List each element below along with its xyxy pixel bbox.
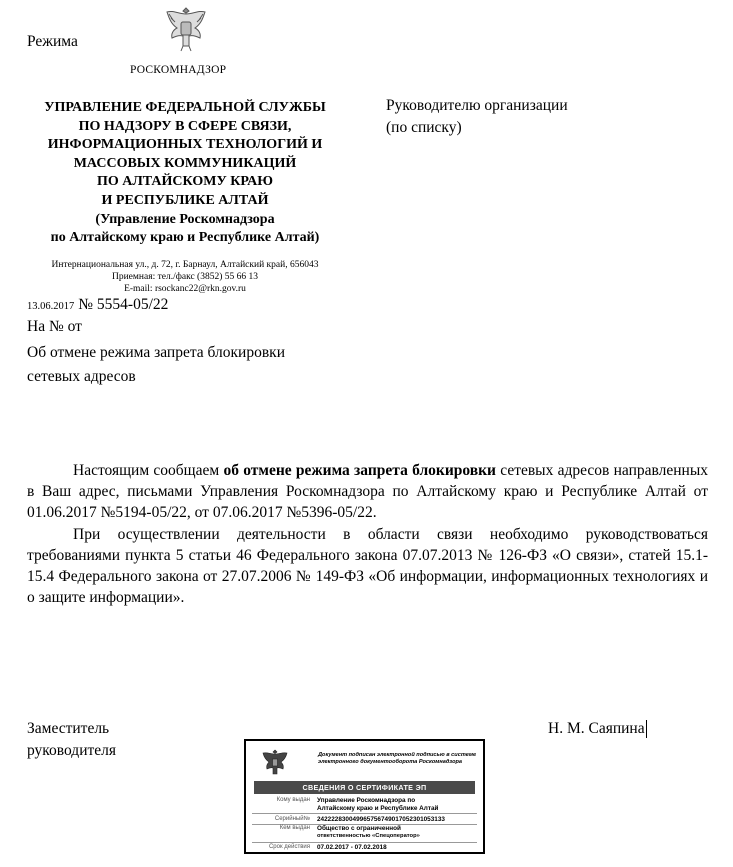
org-line: по Алтайскому краю и Республике Алтай) xyxy=(50,230,320,246)
reply-reference: На № от xyxy=(27,318,82,335)
body-lead: Настоящим сообщаем xyxy=(73,462,224,479)
phone-line: Приемная: тел./факс (3852) 55 66 13 xyxy=(111,272,259,282)
organization-name xyxy=(22,99,348,248)
recipient xyxy=(386,95,568,139)
stamp-divider xyxy=(252,813,477,814)
body-rest: сетевых адресов направленных в Ваш адрес, письмами Управления Роскомнадзора по Алтайскому краю и Республике Алтай от 01.06.2017 №5194-05/22, от 07.06.2017 №5396-05/22. xyxy=(27,462,708,522)
signatory-title-line: Заместитель xyxy=(27,720,110,737)
stamp-note-line: Документ подписан электронной подписью в системе xyxy=(318,752,477,758)
registration-line xyxy=(27,296,168,314)
org-line: ИНФОРМАЦИОННЫХ ТЕХНОЛОГИЙ И xyxy=(47,137,323,153)
signatory-title-line: руководителя xyxy=(27,742,117,759)
letter-body xyxy=(27,460,708,608)
stamp-header: СВЕДЕНИЯ О СЕРТИФИКАТЕ ЭП xyxy=(254,781,475,794)
issued-to-line: Алтайскому краю и Республике Алтай xyxy=(317,804,439,812)
org-line: (Управление Роскомнадзора xyxy=(95,211,275,227)
stamp-note xyxy=(318,752,482,766)
registration-date: 13.06.2017 xyxy=(27,301,75,312)
email-line: E-mail: rsockanc22@rkn.gov.ru xyxy=(124,284,246,294)
signatory-name: Н. М. Саяпина xyxy=(548,720,645,737)
coat-of-arms-icon xyxy=(161,2,211,54)
body-emphasis: об отмене режима запрета блокировки xyxy=(223,462,496,479)
mode-word: Режима xyxy=(27,33,78,50)
org-line: ПО АЛТАЙСКОМУ КРАЮ xyxy=(96,174,274,190)
validity-value: 07.02.2017 - 07.02.2018 xyxy=(317,844,387,851)
recipient-line: Руководителю организации xyxy=(386,97,568,114)
org-line: МАССОВЫХ КОММУНИКАЦИЙ xyxy=(73,155,297,171)
issuer-line: Общество с ограниченной xyxy=(317,825,401,832)
registration-number: № 5554-05/22 xyxy=(78,296,169,313)
address-line: Интернациональная ул., д. 72, г. Барнаул, Алтайский край, 656043 xyxy=(51,260,319,270)
stamp-divider xyxy=(252,842,477,843)
org-line: И РЕСПУБЛИКЕ АЛТАЙ xyxy=(101,192,269,208)
issued-to-value xyxy=(317,797,483,812)
recipient-line: (по списку) xyxy=(386,119,462,136)
agency-short-name: РОСКОМНАДЗОР xyxy=(130,64,227,76)
stamp-emblem-icon xyxy=(260,747,290,779)
organization-address xyxy=(22,259,348,295)
body-paragraph xyxy=(27,460,708,524)
issuer-value xyxy=(317,825,483,840)
issuer-label: Кем выдан xyxy=(279,825,310,831)
issued-to-line: Управление Роскомнадзора по xyxy=(317,797,416,804)
stamp-note-line: электронного документооборота Роскомнадзора xyxy=(318,759,463,765)
validity-label: Срок действия xyxy=(268,844,310,850)
issuer-line: ответственностью «Спецоператор» xyxy=(317,832,420,839)
subject-line: Об отмене режима запрета блокировки xyxy=(27,344,285,361)
org-line: УПРАВЛЕНИЕ ФЕДЕРАЛЬНОЙ СЛУЖБЫ xyxy=(44,100,326,115)
subject-line: сетевых адресов xyxy=(27,368,136,385)
signatory-title xyxy=(27,718,116,762)
body-paragraph: При осуществлении деятельности в области связи необходимо руководствоваться требованиями пункта 5 статьи 46 Федерального закона 07.07.2013 № 126-ФЗ «О связи», статей 15.1-15.4 Федерального закона от 27.07.2006 № 149-ФЗ «Об информации, информационных технологиях и о защите информации». xyxy=(27,525,708,607)
issued-to-label: Кому выдан xyxy=(276,797,310,803)
org-line: ПО НАДЗОРУ В СФЕРЕ СВЯЗИ, xyxy=(78,118,292,134)
serial-value: 242222830049965756749017052301053133 xyxy=(317,816,445,823)
letter-subject xyxy=(27,341,285,389)
serial-label: Серийный№ xyxy=(274,816,310,822)
e-signature-stamp xyxy=(244,739,485,854)
